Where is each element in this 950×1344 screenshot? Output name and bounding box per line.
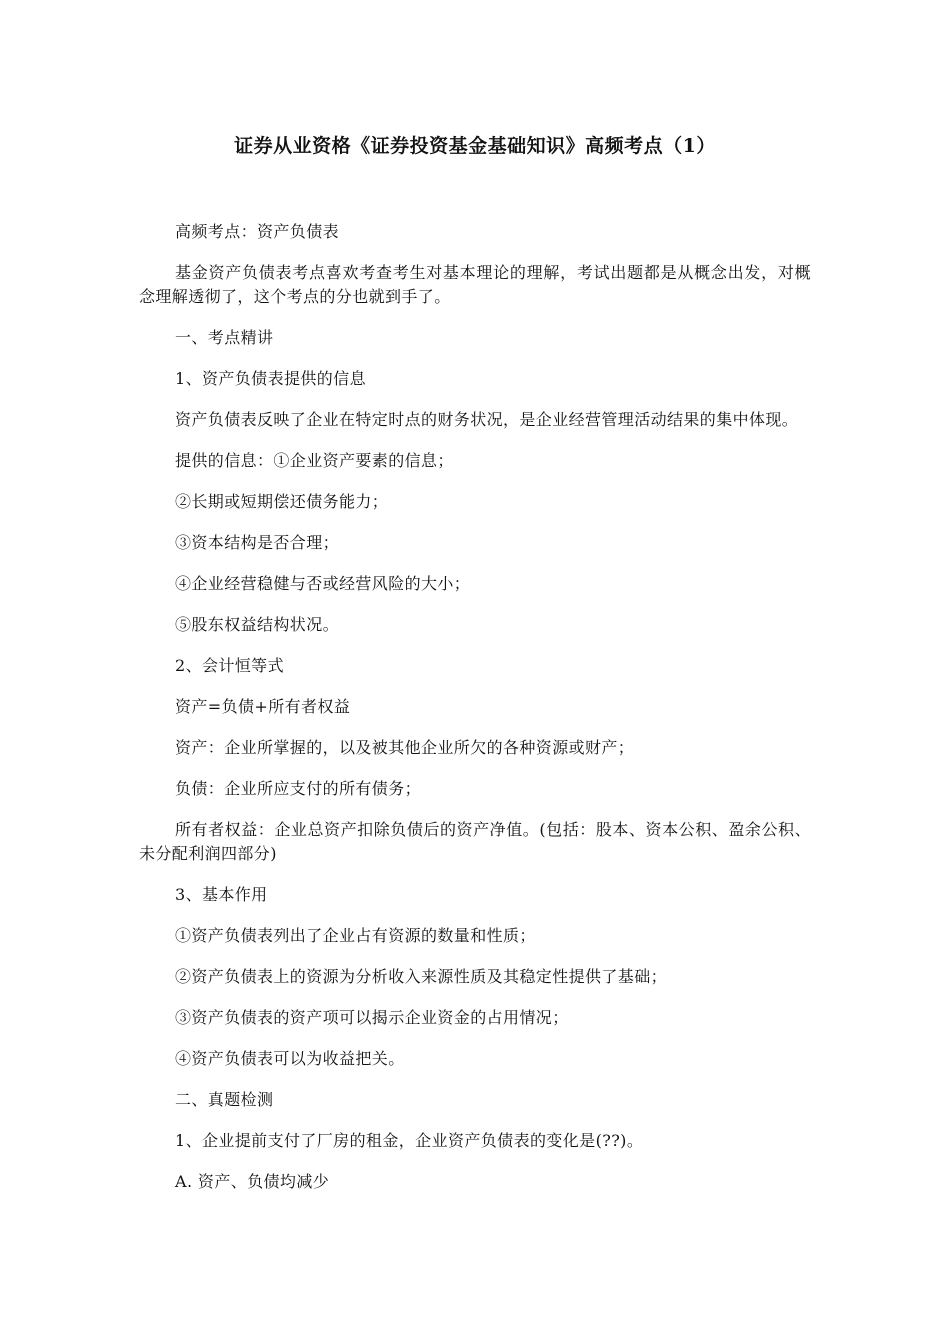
paragraph: 所有者权益：企业总资产扣除负债后的资产净值。(包括：股本、资本公积、盈余公积、未分配利润四部分)	[139, 820, 811, 863]
subsection-heading: 2、会计恒等式	[175, 656, 284, 675]
answer-option: A. 资产、负债均减少	[175, 1172, 330, 1191]
subsection-heading: 3、基本作用	[175, 885, 268, 904]
document-body	[139, 220, 811, 1194]
paragraph: 资产：企业所掌握的，以及被其他企业所欠的各种资源或财产；	[175, 738, 635, 757]
list-item: ④企业经营稳健与否或经营风险的大小；	[175, 574, 471, 593]
list-item: ④资产负债表可以为收益把关。	[175, 1049, 405, 1068]
subsection-heading: 1、资产负债表提供的信息	[175, 369, 366, 388]
paragraph: 高频考点：资产负债表	[175, 222, 340, 241]
question: 1、企业提前支付了厂房的租金，企业资产负债表的变化是(??)。	[175, 1131, 644, 1150]
paragraph: 资产=负债+所有者权益	[175, 697, 351, 716]
section-heading: 二、真题检测	[175, 1090, 274, 1109]
section-heading: 一、考点精讲	[175, 328, 274, 347]
paragraph: 提供的信息：①企业资产要素的信息；	[175, 451, 454, 470]
list-item: ⑤股东权益结构状况。	[175, 615, 340, 634]
paragraph: 资产负债表反映了企业在特定时点的财务状况，是企业经营管理活动结果的集中体现。	[175, 410, 799, 429]
list-item: ③资本结构是否合理；	[175, 533, 340, 552]
paragraph: 基金资产负债表考点喜欢考查考生对基本理论的理解，考试出题都是从概念出发，对概念理解透彻了，这个考点的分也就到手了。	[139, 263, 811, 306]
list-item: ①资产负债表列出了企业占有资源的数量和性质；	[175, 926, 536, 945]
list-item: ②资产负债表上的资源为分析收入来源性质及其稳定性提供了基础；	[175, 967, 668, 986]
document-title: 证券从业资格《证券投资基金基础知识》高频考点（1）	[234, 135, 716, 157]
list-item: ③资产负债表的资产项可以揭示企业资金的占用情况；	[175, 1008, 569, 1027]
paragraph: 负债：企业所应支付的所有债务；	[175, 779, 422, 798]
list-item: ②长期或短期偿还债务能力；	[175, 492, 389, 511]
